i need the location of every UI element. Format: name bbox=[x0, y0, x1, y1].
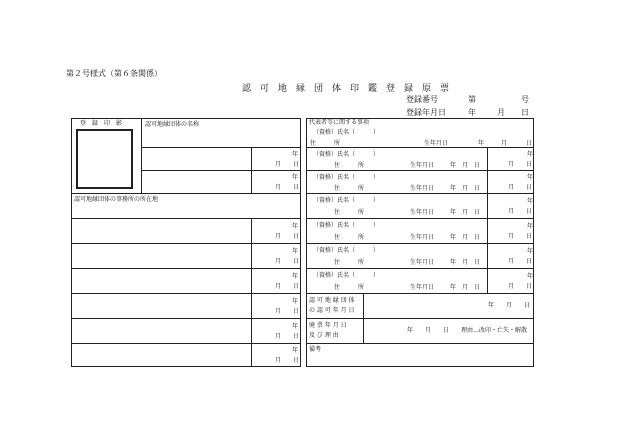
rep-birth-date: 年 月 日 bbox=[450, 209, 481, 216]
date-year: 年 bbox=[292, 151, 299, 158]
date-month-day: 月 日 bbox=[275, 258, 300, 265]
date-month-day: 月 日 bbox=[275, 357, 300, 364]
date-year: 年 bbox=[527, 198, 534, 205]
rep-birth-month: 月 bbox=[501, 140, 508, 147]
date-year: 年 bbox=[527, 174, 534, 181]
approval-date-label-line2: の 認 可 年 月 日 bbox=[309, 307, 355, 314]
seal-label: 登 録 印 影 bbox=[80, 120, 123, 127]
rep-birth-label: 生年月日 bbox=[410, 162, 435, 169]
registration-date-label: 登録年月日 bbox=[406, 108, 446, 117]
seal-impression-box bbox=[76, 129, 133, 189]
rep-birth-label: 生年月日 bbox=[410, 209, 435, 216]
registration-number-label: 登録番号 bbox=[406, 95, 438, 104]
rep-address: 住 所 bbox=[334, 284, 365, 291]
registration-date-day: 日 bbox=[521, 108, 529, 117]
page-title: 認 可 地 縁 団 体 印 鑑 登 録 原 票 bbox=[242, 84, 450, 94]
date-year: 年 bbox=[527, 248, 534, 255]
rep-birth-label: 生年月日 bbox=[410, 185, 435, 192]
date-year: 年 bbox=[292, 174, 299, 181]
date-year: 年 bbox=[292, 298, 299, 305]
rep-birth-label: 生年月日 bbox=[410, 259, 435, 266]
rep-address: 住 所 bbox=[334, 185, 365, 192]
rep-qualification-name: （資格）氏名（ ） bbox=[313, 222, 380, 229]
date-year: 年 bbox=[527, 151, 534, 158]
date-year: 年 bbox=[527, 223, 534, 230]
rep-address: 住 所 bbox=[334, 234, 365, 241]
date-month-day: 月 日 bbox=[275, 308, 300, 315]
rep-birth-label: 生年月日 bbox=[410, 284, 435, 291]
rep-birth-year: 年 bbox=[478, 140, 485, 147]
date-year: 年 bbox=[292, 248, 299, 255]
date-year: 年 bbox=[292, 347, 299, 354]
date-month-day: 月 日 bbox=[275, 184, 300, 191]
rep-birth-day: 日 bbox=[526, 140, 533, 147]
rep-birth-date: 年 月 日 bbox=[450, 284, 481, 291]
date-month-day: 月 日 bbox=[508, 233, 533, 240]
abolish-label-line1: 廃 票 年 月 日 bbox=[309, 322, 347, 329]
rep-birth-date: 年 月 日 bbox=[450, 259, 481, 266]
date-year: 年 bbox=[292, 323, 299, 330]
registration-date-month: 月 bbox=[497, 108, 505, 117]
rep-address: 住 所 bbox=[334, 162, 365, 169]
rep-qualification-name: （資格）氏名（ ） bbox=[313, 174, 380, 181]
date-month-day: 月 日 bbox=[508, 161, 533, 168]
group-name-label: 認可地縁団体の名称 bbox=[145, 121, 200, 128]
date-year: 年 bbox=[527, 273, 534, 280]
rep-qualification-name: （資格）氏名（ ） bbox=[313, 272, 380, 279]
rep-birth-date: 年 月 日 bbox=[450, 162, 481, 169]
abolish-value: 年 月 日 理由…改印・亡失・解散 bbox=[407, 327, 528, 334]
rep-birth-label: 生年月日 bbox=[410, 234, 435, 241]
registration-date-year: 年 bbox=[468, 108, 476, 117]
registration-number-go: 号 bbox=[521, 95, 529, 104]
abolish-label-line2: 及 び 理 由 bbox=[309, 332, 339, 339]
rep-qualification-name: （資格）氏名（ ） bbox=[313, 151, 380, 158]
form-number: 第２号様式（第６条関係） bbox=[66, 69, 162, 78]
rep-qualification-name: （資格）氏名（ ） bbox=[313, 197, 380, 204]
date-month-day: 月 日 bbox=[508, 283, 533, 290]
approval-date-label-line1: 認 可 地 縁 団 体 bbox=[309, 297, 355, 304]
rep-address: 住 所 bbox=[310, 140, 341, 147]
date-year: 年 bbox=[292, 273, 299, 280]
rep-birth-date: 年 月 日 bbox=[450, 185, 481, 192]
representative-heading: 代表者等に関する事項 bbox=[309, 119, 370, 126]
rep-qualification-name: （資格）氏名（ ） bbox=[313, 129, 380, 136]
date-month-day: 月 日 bbox=[275, 161, 300, 168]
rep-address: 住 所 bbox=[334, 259, 365, 266]
rep-birth-date: 年 月 日 bbox=[450, 234, 481, 241]
registration-number-dai: 第 bbox=[468, 95, 476, 104]
approval-date-value: 年 月 日 bbox=[488, 302, 531, 309]
date-month-day: 月 日 bbox=[275, 283, 300, 290]
date-month-day: 月 日 bbox=[508, 184, 533, 191]
rep-birth-label: 生年月日 bbox=[424, 140, 449, 147]
office-address-label: 認可地縁団体の事務所の所在地 bbox=[74, 196, 159, 203]
date-month-day: 月 日 bbox=[275, 333, 300, 340]
remarks-label: 備考 bbox=[309, 346, 322, 353]
date-month-day: 月 日 bbox=[508, 208, 533, 215]
date-month-day: 月 日 bbox=[275, 233, 300, 240]
rep-qualification-name: （資格）氏名（ ） bbox=[313, 247, 380, 254]
date-month-day: 月 日 bbox=[508, 258, 533, 265]
date-year: 年 bbox=[292, 223, 299, 230]
rep-address: 住 所 bbox=[334, 209, 365, 216]
